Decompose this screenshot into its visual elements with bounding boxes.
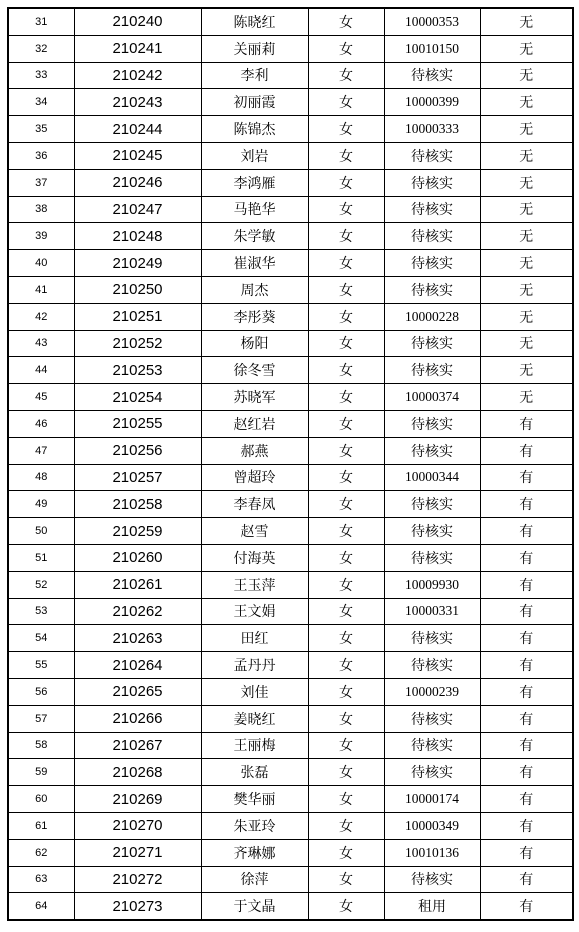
table-row — [8, 839, 573, 866]
seq-cell: 55 — [8, 652, 74, 679]
seq-cell: 42 — [8, 303, 74, 330]
table-row — [8, 866, 573, 893]
flag-cell: 无 — [480, 276, 573, 303]
table-row — [8, 116, 573, 143]
table-row — [8, 464, 573, 491]
id-cell: 210243 — [74, 89, 201, 116]
id-cell: 210240 — [74, 8, 201, 35]
gender-cell: 女 — [308, 8, 384, 35]
table-row — [8, 357, 573, 384]
cert-cell: 待核实 — [384, 625, 480, 652]
seq-cell: 59 — [8, 759, 74, 786]
seq-cell: 35 — [8, 116, 74, 143]
seq-cell: 63 — [8, 866, 74, 893]
flag-cell: 有 — [480, 518, 573, 545]
cert-cell: 待核实 — [384, 732, 480, 759]
cert-cell: 待核实 — [384, 410, 480, 437]
cert-cell: 待核实 — [384, 330, 480, 357]
name-cell: 周杰 — [201, 276, 308, 303]
name-cell: 朱亚玲 — [201, 812, 308, 839]
flag-cell: 无 — [480, 35, 573, 62]
gender-cell: 女 — [308, 652, 384, 679]
cert-cell: 10000228 — [384, 303, 480, 330]
seq-cell: 49 — [8, 491, 74, 518]
name-cell: 郝燕 — [201, 437, 308, 464]
table-row — [8, 732, 573, 759]
seq-cell: 56 — [8, 678, 74, 705]
id-cell: 210260 — [74, 544, 201, 571]
gender-cell: 女 — [308, 89, 384, 116]
gender-cell: 女 — [308, 812, 384, 839]
gender-cell: 女 — [308, 518, 384, 545]
id-cell: 210246 — [74, 169, 201, 196]
flag-cell: 无 — [480, 89, 573, 116]
name-cell: 赵雪 — [201, 518, 308, 545]
name-cell: 赵红岩 — [201, 410, 308, 437]
gender-cell: 女 — [308, 625, 384, 652]
seq-cell: 32 — [8, 35, 74, 62]
gender-cell: 女 — [308, 759, 384, 786]
seq-cell: 57 — [8, 705, 74, 732]
seq-cell: 58 — [8, 732, 74, 759]
id-cell: 210261 — [74, 571, 201, 598]
gender-cell: 女 — [308, 410, 384, 437]
seq-cell: 45 — [8, 384, 74, 411]
table-row — [8, 384, 573, 411]
flag-cell: 有 — [480, 812, 573, 839]
id-cell: 210264 — [74, 652, 201, 679]
flag-cell: 有 — [480, 410, 573, 437]
id-cell: 210259 — [74, 518, 201, 545]
id-cell: 210248 — [74, 223, 201, 250]
id-cell: 210252 — [74, 330, 201, 357]
id-cell: 210272 — [74, 866, 201, 893]
name-cell: 陈锦杰 — [201, 116, 308, 143]
gender-cell: 女 — [308, 330, 384, 357]
id-cell: 210269 — [74, 786, 201, 813]
seq-cell: 38 — [8, 196, 74, 223]
cert-cell: 待核实 — [384, 652, 480, 679]
seq-cell: 54 — [8, 625, 74, 652]
flag-cell: 有 — [480, 598, 573, 625]
cert-cell: 10010150 — [384, 35, 480, 62]
gender-cell: 女 — [308, 142, 384, 169]
gender-cell: 女 — [308, 705, 384, 732]
cert-cell: 待核实 — [384, 357, 480, 384]
gender-cell: 女 — [308, 571, 384, 598]
id-cell: 210258 — [74, 491, 201, 518]
table-row — [8, 678, 573, 705]
id-cell: 210241 — [74, 35, 201, 62]
table-row — [8, 35, 573, 62]
cert-cell: 待核实 — [384, 518, 480, 545]
table-row — [8, 491, 573, 518]
seq-cell: 52 — [8, 571, 74, 598]
seq-cell: 62 — [8, 839, 74, 866]
gender-cell: 女 — [308, 464, 384, 491]
flag-cell: 有 — [480, 786, 573, 813]
cert-cell: 10000374 — [384, 384, 480, 411]
cert-cell: 租用 — [384, 893, 480, 920]
name-cell: 李鸿雁 — [201, 169, 308, 196]
table-row — [8, 89, 573, 116]
name-cell: 徐萍 — [201, 866, 308, 893]
gender-cell: 女 — [308, 169, 384, 196]
name-cell: 于文晶 — [201, 893, 308, 920]
cert-cell: 待核实 — [384, 276, 480, 303]
cert-cell: 10000399 — [384, 89, 480, 116]
flag-cell: 有 — [480, 437, 573, 464]
seq-cell: 46 — [8, 410, 74, 437]
name-cell: 李利 — [201, 62, 308, 89]
table-row — [8, 276, 573, 303]
table-row — [8, 652, 573, 679]
cert-cell: 10009930 — [384, 571, 480, 598]
gender-cell: 女 — [308, 116, 384, 143]
cert-cell: 待核实 — [384, 544, 480, 571]
name-cell: 陈晓红 — [201, 8, 308, 35]
name-cell: 付海英 — [201, 544, 308, 571]
name-cell: 曾超玲 — [201, 464, 308, 491]
seq-cell: 40 — [8, 250, 74, 277]
flag-cell: 无 — [480, 330, 573, 357]
name-cell: 齐琳娜 — [201, 839, 308, 866]
name-cell: 徐冬雪 — [201, 357, 308, 384]
seq-cell: 47 — [8, 437, 74, 464]
name-cell: 崔淑华 — [201, 250, 308, 277]
gender-cell: 女 — [308, 866, 384, 893]
gender-cell: 女 — [308, 250, 384, 277]
table-row — [8, 893, 573, 920]
id-cell: 210249 — [74, 250, 201, 277]
seq-cell: 33 — [8, 62, 74, 89]
flag-cell: 有 — [480, 491, 573, 518]
flag-cell: 有 — [480, 893, 573, 920]
name-cell: 刘佳 — [201, 678, 308, 705]
cert-cell: 待核实 — [384, 250, 480, 277]
name-cell: 王丽梅 — [201, 732, 308, 759]
id-cell: 210253 — [74, 357, 201, 384]
id-cell: 210266 — [74, 705, 201, 732]
seq-cell: 39 — [8, 223, 74, 250]
flag-cell: 无 — [480, 384, 573, 411]
name-cell: 李春凤 — [201, 491, 308, 518]
cert-cell: 10010136 — [384, 839, 480, 866]
flag-cell: 无 — [480, 250, 573, 277]
id-cell: 210267 — [74, 732, 201, 759]
gender-cell: 女 — [308, 786, 384, 813]
flag-cell: 无 — [480, 169, 573, 196]
name-cell: 马艳华 — [201, 196, 308, 223]
id-cell: 210254 — [74, 384, 201, 411]
cert-cell: 10000344 — [384, 464, 480, 491]
gender-cell: 女 — [308, 384, 384, 411]
gender-cell: 女 — [308, 732, 384, 759]
table-row — [8, 303, 573, 330]
flag-cell: 有 — [480, 759, 573, 786]
flag-cell: 有 — [480, 464, 573, 491]
table-row — [8, 62, 573, 89]
name-cell: 田红 — [201, 625, 308, 652]
table-row — [8, 571, 573, 598]
gender-cell: 女 — [308, 62, 384, 89]
seq-cell: 34 — [8, 89, 74, 116]
gender-cell: 女 — [308, 35, 384, 62]
flag-cell: 有 — [480, 571, 573, 598]
flag-cell: 无 — [480, 303, 573, 330]
seq-cell: 51 — [8, 544, 74, 571]
seq-cell: 36 — [8, 142, 74, 169]
table-row — [8, 812, 573, 839]
seq-cell: 31 — [8, 8, 74, 35]
name-cell: 樊华丽 — [201, 786, 308, 813]
table-row — [8, 437, 573, 464]
seq-cell: 48 — [8, 464, 74, 491]
cert-cell: 待核实 — [384, 866, 480, 893]
cert-cell: 10000353 — [384, 8, 480, 35]
cert-cell: 待核实 — [384, 142, 480, 169]
gender-cell: 女 — [308, 839, 384, 866]
flag-cell: 有 — [480, 652, 573, 679]
id-cell: 210271 — [74, 839, 201, 866]
table-row — [8, 786, 573, 813]
name-cell: 张磊 — [201, 759, 308, 786]
flag-cell: 有 — [480, 678, 573, 705]
id-cell: 210263 — [74, 625, 201, 652]
cert-cell: 10000174 — [384, 786, 480, 813]
id-cell: 210251 — [74, 303, 201, 330]
table-row — [8, 223, 573, 250]
seq-cell: 43 — [8, 330, 74, 357]
seq-cell: 60 — [8, 786, 74, 813]
table-row — [8, 8, 573, 35]
id-cell: 210247 — [74, 196, 201, 223]
cert-cell: 10000239 — [384, 678, 480, 705]
id-cell: 210242 — [74, 62, 201, 89]
id-cell: 210268 — [74, 759, 201, 786]
gender-cell: 女 — [308, 437, 384, 464]
cert-cell: 待核实 — [384, 169, 480, 196]
gender-cell: 女 — [308, 303, 384, 330]
table-body — [8, 8, 573, 920]
gender-cell: 女 — [308, 678, 384, 705]
name-cell: 王玉萍 — [201, 571, 308, 598]
table-row — [8, 142, 573, 169]
table-row — [8, 518, 573, 545]
name-cell: 孟丹丹 — [201, 652, 308, 679]
cert-cell: 待核实 — [384, 62, 480, 89]
seq-cell: 61 — [8, 812, 74, 839]
seq-cell: 50 — [8, 518, 74, 545]
seq-cell: 41 — [8, 276, 74, 303]
table-row — [8, 544, 573, 571]
id-cell: 210244 — [74, 116, 201, 143]
seq-cell: 64 — [8, 893, 74, 920]
cert-cell: 待核实 — [384, 759, 480, 786]
table-row — [8, 196, 573, 223]
gender-cell: 女 — [308, 544, 384, 571]
name-cell: 刘岩 — [201, 142, 308, 169]
cert-cell: 待核实 — [384, 223, 480, 250]
cert-cell: 10000331 — [384, 598, 480, 625]
name-cell: 关丽莉 — [201, 35, 308, 62]
flag-cell: 有 — [480, 732, 573, 759]
cert-cell: 10000333 — [384, 116, 480, 143]
id-cell: 210273 — [74, 893, 201, 920]
table-row — [8, 169, 573, 196]
flag-cell: 无 — [480, 8, 573, 35]
name-cell: 杨阳 — [201, 330, 308, 357]
id-cell: 210245 — [74, 142, 201, 169]
id-cell: 210270 — [74, 812, 201, 839]
data-table — [7, 7, 574, 921]
flag-cell: 有 — [480, 866, 573, 893]
cert-cell: 待核实 — [384, 705, 480, 732]
name-cell: 朱学敏 — [201, 223, 308, 250]
id-cell: 210262 — [74, 598, 201, 625]
table-row — [8, 759, 573, 786]
table-row — [8, 705, 573, 732]
cert-cell: 待核实 — [384, 196, 480, 223]
flag-cell: 无 — [480, 142, 573, 169]
flag-cell: 有 — [480, 625, 573, 652]
cert-cell: 待核实 — [384, 437, 480, 464]
table-row — [8, 625, 573, 652]
gender-cell: 女 — [308, 276, 384, 303]
gender-cell: 女 — [308, 357, 384, 384]
id-cell: 210250 — [74, 276, 201, 303]
id-cell: 210256 — [74, 437, 201, 464]
flag-cell: 无 — [480, 62, 573, 89]
flag-cell: 有 — [480, 705, 573, 732]
flag-cell: 无 — [480, 223, 573, 250]
id-cell: 210265 — [74, 678, 201, 705]
name-cell: 姜晓红 — [201, 705, 308, 732]
cert-cell: 待核实 — [384, 491, 480, 518]
gender-cell: 女 — [308, 491, 384, 518]
id-cell: 210255 — [74, 410, 201, 437]
flag-cell: 无 — [480, 196, 573, 223]
id-cell: 210257 — [74, 464, 201, 491]
seq-cell: 53 — [8, 598, 74, 625]
gender-cell: 女 — [308, 223, 384, 250]
seq-cell: 44 — [8, 357, 74, 384]
flag-cell: 无 — [480, 116, 573, 143]
table-row — [8, 330, 573, 357]
flag-cell: 有 — [480, 839, 573, 866]
table-row — [8, 250, 573, 277]
name-cell: 苏晓军 — [201, 384, 308, 411]
gender-cell: 女 — [308, 196, 384, 223]
table-row — [8, 410, 573, 437]
flag-cell: 有 — [480, 544, 573, 571]
cert-cell: 10000349 — [384, 812, 480, 839]
table-row — [8, 598, 573, 625]
gender-cell: 女 — [308, 598, 384, 625]
name-cell: 李彤葵 — [201, 303, 308, 330]
name-cell: 初丽霞 — [201, 89, 308, 116]
seq-cell: 37 — [8, 169, 74, 196]
flag-cell: 无 — [480, 357, 573, 384]
name-cell: 王文娟 — [201, 598, 308, 625]
gender-cell: 女 — [308, 893, 384, 920]
